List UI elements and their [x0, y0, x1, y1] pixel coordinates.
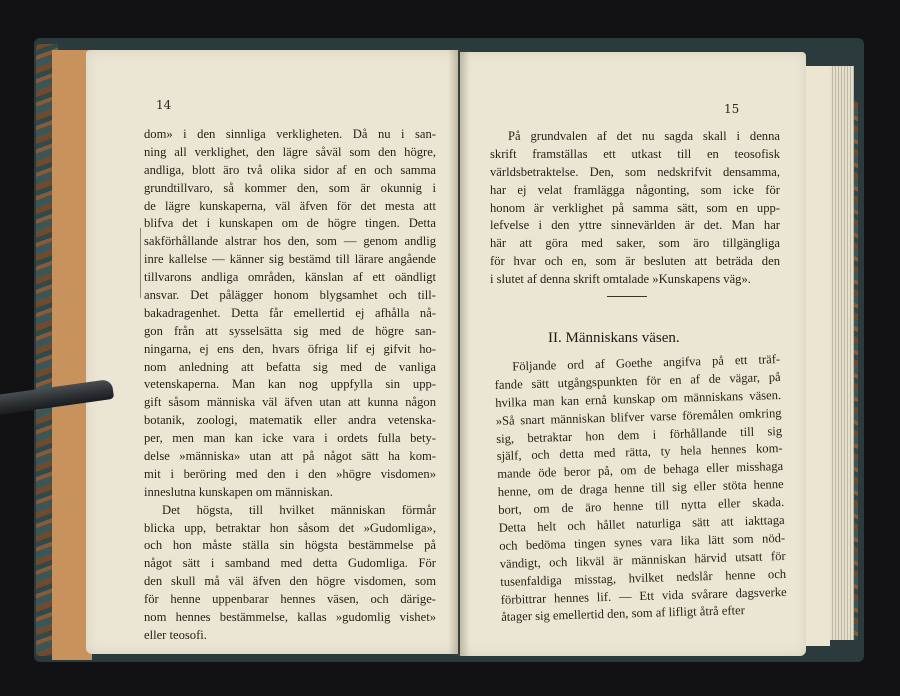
text-line: inre kallelse — känner sig bestämd till lärare angående — [144, 252, 436, 267]
text-line: här att göra med saker, som äro tillgängliga — [490, 236, 780, 251]
text-line: vetenskaperna. Man kan nog uppfylla sin upp- — [144, 377, 436, 392]
section-divider — [607, 296, 647, 297]
text-line: tillvarons andliga områden, känslan af ett oändligt — [144, 270, 436, 285]
text-line: nom hennes bestämmelse, kallas »gudomlig vishet» — [144, 610, 436, 625]
text-line: hvilka man kan ernå kunskap om människans väsen. — [495, 387, 782, 410]
right-page-chapter-text — [494, 351, 787, 627]
text-line: åtager sig emellertid den, som af lifligt åtrå efter — [501, 603, 746, 625]
text-line: eller teosofi. — [144, 627, 207, 642]
text-line: tusenfaldiga misstag, hvilket nedslår henne och — [500, 566, 787, 589]
text-line: Det högsta, till hvilket människan förmår — [162, 502, 436, 517]
text-line: ansvar. Det pålägger honom blygsamhet och till- — [144, 288, 436, 303]
text-line: På grundvalen af det nu sagda skall i denna — [508, 129, 780, 143]
text-line: honom är verklighet på samma sätt, som en upp- — [490, 200, 780, 215]
text-line: blifva det i kunskapen om de högre tingen. Detta — [144, 216, 436, 231]
text-line: mande öde beror på, om de behaga eller misshaga — [497, 459, 784, 482]
text-line: blicka upp, betraktar hon såsom det »Gudomliga», — [144, 520, 436, 535]
text-line: sig, betraktar hon dem i förhållande till sig — [496, 423, 783, 446]
text-line: »Så snart människan blifver varse föremålen omkring — [495, 405, 782, 428]
text-line: nom anledning att befatta sig med de vanliga — [144, 359, 436, 374]
text-line: och hon måste ställa sin högsta bestämmelse på — [144, 538, 436, 553]
text-line: Detta helt och hållet naturliga sätt att iakttaga — [498, 512, 785, 535]
right-page-intro-text — [490, 128, 780, 289]
text-line: grundtillvaro, så kommer den, som är okunnig i — [144, 180, 436, 195]
text-line: delse »människa» utan att på något sätt ha kom- — [144, 449, 436, 464]
text-line: andliga, blott äro två olika sidor af en och samma — [144, 162, 436, 177]
text-line: världsbetraktelse. Den, som nedskrifvit densamma, — [490, 164, 780, 179]
text-line: lefvelse i den yttre sinnevärlden är det. Man har — [490, 218, 780, 233]
left-page-text — [144, 126, 436, 645]
text-line: fande sätt utgångspunkten för en af de vägar, på — [494, 369, 781, 392]
text-line: den skull må väl äfven den högre visdomen, som — [144, 574, 436, 589]
text-line: bort, om de äro henne till nytta eller skada. — [498, 495, 785, 518]
text-line: mit i beröring med den i den »högre visdomen» — [144, 466, 436, 481]
text-line: och bedöma tingen synes vara lika lätt som nöd- — [499, 530, 786, 553]
text-line: ning all verklighet, den lägre såväl som den högre, — [144, 144, 436, 159]
text-line: vändigt, och likväl är människan härvid utsatt för — [499, 548, 786, 571]
text-line: själf, och detta med rätta, ty hela hennes kom- — [496, 441, 783, 464]
text-line: förbittrar hennes lif. — Ett vida svårare dagsverke — [500, 584, 787, 607]
text-line: de lägre kunskaperna, väl äfven för det mesta att — [144, 198, 436, 213]
left-page-number: 14 — [156, 98, 172, 112]
book-gutter — [448, 50, 470, 656]
text-line: inneslutna kunskapen om människan. — [144, 484, 333, 499]
pencil-margin-mark — [140, 228, 141, 298]
text-line: gift såsom människa väl äfven utan att kunna någon — [144, 395, 436, 410]
text-line: henne, om de draga henne till sig eller stöta henne — [497, 477, 784, 500]
text-line: sakförhållande alstrar hos den, som — genom andlig — [144, 234, 436, 249]
text-line: bakadragenhet. Detta får emellertid ej afhålla nå- — [144, 305, 436, 320]
text-line: Följande ord af Goethe angifva på ett träf- — [512, 352, 781, 374]
text-line: för hvar och en, som är besluten att beträda den — [490, 254, 780, 269]
text-line: botanik, zoologi, matematik eller andra vetenska- — [144, 413, 436, 428]
text-line: per, men man kan icke vara i ordets fulla bety- — [144, 431, 436, 446]
text-line: skrift framställas ett utkast till en teosofisk — [490, 146, 780, 161]
text-line: gon från att sysselsätta sig med de högre san- — [144, 323, 436, 338]
text-line: något sätt i samband med detta Gudomliga. För — [144, 556, 436, 571]
text-line: dom» i den sinnliga verkligheten. Då nu i san- — [144, 127, 436, 141]
chapter-heading: II. Människans väsen. — [548, 330, 680, 346]
right-page-number: 15 — [724, 102, 740, 116]
text-line: har ej velat framlägga någonting, som icke för — [490, 182, 780, 197]
text-line: i slutet af denna skrift omtalade »Kunskapens väg». — [490, 272, 751, 287]
text-line: ningarna, ej ens den, hvars öfriga lif ej gifvit ho- — [144, 341, 436, 356]
text-line: för henne uppenbarar hennes väsen, och därige- — [144, 592, 436, 607]
